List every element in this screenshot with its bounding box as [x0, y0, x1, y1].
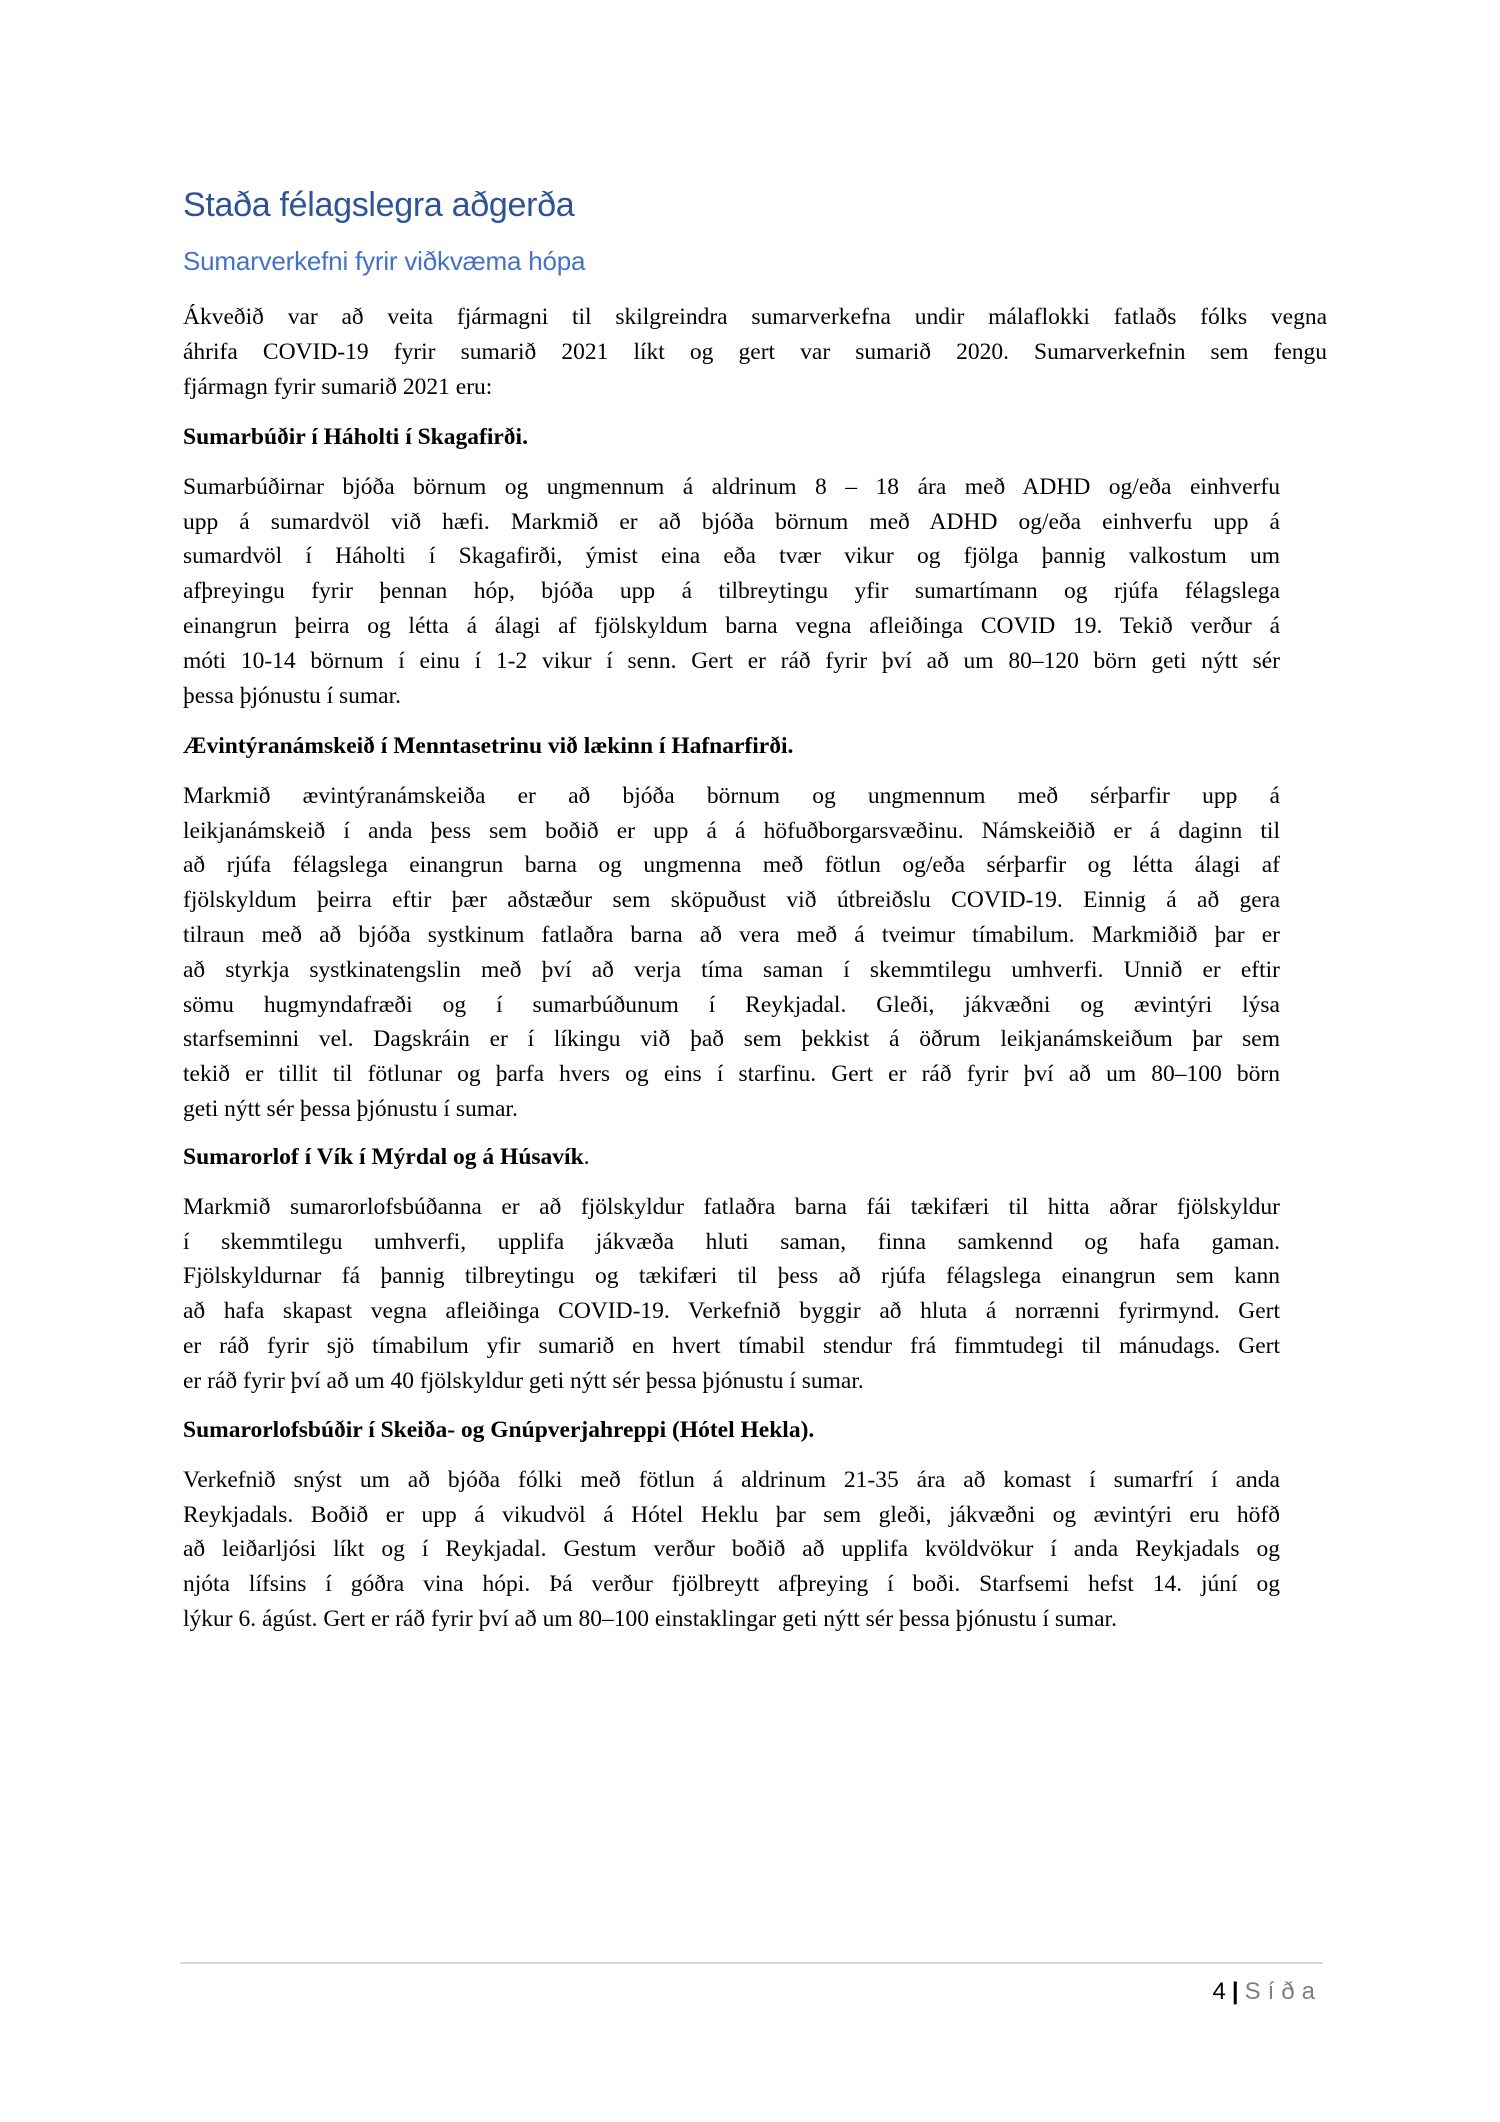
section-heading	[183, 420, 1280, 455]
paragraph-line: í skemmtilegu umhverfi, upplifa jákvæða hluti saman, finna samkennd og hafa gaman.	[183, 1228, 1280, 1255]
section-heading-text: Sumarbúðir í Háholti í Skagafirði.	[183, 424, 528, 450]
paragraph-line: móti 10-14 börnum í einu í 1-2 vikur í senn. Gert er ráð fyrir því að um 80–120 börn geti nýtt sér	[183, 647, 1280, 674]
page-footer	[1213, 1978, 1322, 2006]
paragraph-line: Markmið ævintýranámskeiða er að bjóða börnum og ungmennum með sérþarfir upp á	[183, 782, 1280, 809]
paragraph-line: upp á sumardvöl við hæfi. Markmið er að bjóða börnum með ADHD og/eða einhverfu upp á	[183, 508, 1280, 535]
paragraph-line: leikjanámskeið í anda þess sem boðið er upp á á höfuðborgarsvæðinu. Námskeiðið er á daginn til	[183, 817, 1280, 844]
paragraph-line: Verkefnið snýst um að bjóða fólki með fötlun á aldrinum 21-35 ára að komast í sumarfrí í anda	[183, 1466, 1280, 1493]
section-heading	[183, 729, 1280, 764]
paragraph-line: þessa þjónustu í sumar.	[183, 682, 402, 709]
paragraph-line: lýkur 6. ágúst. Gert er ráð fyrir því að um 80–100 einstaklingar geti nýtt sér þessa þjónustu í sumar.	[183, 1605, 1117, 1632]
section-haholti	[183, 420, 1280, 713]
footer-separator: |	[1231, 1978, 1239, 2005]
section-subtitle: Sumarverkefni fyrir viðkvæma hópa	[183, 246, 586, 276]
paragraph-line: starfseminni vel. Dagskráin er í líkingu við það sem þekkist á öðrum leikjanámskeiðum þar sem	[183, 1026, 1280, 1053]
paragraph-line: að leiðarljósi líkt og í Reykjadal. Gestum verður boðið að upplifa kvöldvökur í anda Reykjadals og	[183, 1536, 1280, 1563]
intro-paragraph	[183, 300, 1327, 404]
section-heading-text: Sumarorlof í Vík í Mýrdal og á Húsavík	[183, 1144, 584, 1170]
paragraph-line: sumardvöl í Háholti í Skagafirði, ýmist eina eða tvær vikur og fjölga þannig valkostum um	[183, 543, 1280, 570]
section-sumarorlof	[183, 1140, 1280, 1399]
paragraph-line: að rjúfa félagslega einangrun barna og ungmenna með fötlun og/eða sérþarfir og létta álagi af	[183, 852, 1280, 879]
section-heading	[183, 1413, 1280, 1448]
paragraph-line: að hafa skapast vegna afleiðinga COVID-19. Verkefnið byggir að hluta á norrænni fyrirmynd. Gert	[183, 1298, 1280, 1325]
footer-divider	[180, 1962, 1323, 1964]
section-paragraph	[183, 1463, 1280, 1637]
section-paragraph	[183, 470, 1280, 714]
section-heading	[183, 1140, 1280, 1175]
paragraph-line: fjölskyldum þeirra eftir þær aðstæður sem sköpuðust við útbreiðslu COVID-19. Einnig á að gera	[183, 887, 1280, 914]
section-heading-text: Sumarorlofsbúðir í Skeiða- og Gnúpverjahreppi (Hótel Hekla).	[183, 1417, 815, 1443]
paragraph-line: afþreyingu fyrir þennan hóp, bjóða upp á tilbreytingu yfir sumartímann og rjúfa félagslega	[183, 578, 1280, 605]
page-number: 4	[1212, 1978, 1226, 2005]
page-title: Staða félagslegra aðgerða	[183, 186, 575, 224]
section-paragraph	[183, 779, 1280, 1127]
paragraph-line: Ákveðið var að veita fjármagni til skilgreindra sumarverkefna undir málaflokki fatlaðs fólks vegna	[183, 304, 1327, 330]
section-heading-text: Ævintýranámskeið í Menntasetrinu við lækinn í Hafnarfirði.	[183, 733, 794, 759]
paragraph-line: Markmið sumarorlofsbúðanna er að fjölskyldur fatlaðra barna fái tækifæri til hitta aðrar fjölskyldur	[183, 1193, 1280, 1220]
section-paragraph	[183, 1190, 1280, 1399]
paragraph-line: tekið er tillit til fötlunar og þarfa hvers og eins í starfinu. Gert er ráð fyrir því að um 80–100 börn	[183, 1061, 1280, 1088]
section-heading-suffix: .	[583, 1144, 590, 1170]
paragraph-line: sömu hugmyndafræði og í sumarbúðunum í Reykjadal. Gleði, jákvæðni og ævintýri lýsa	[183, 991, 1280, 1018]
paragraph-line: áhrifa COVID-19 fyrir sumarið 2021 líkt og gert var sumarið 2020. Sumarverkefnin sem fengu	[183, 338, 1327, 365]
paragraph-line: Sumarbúðirnar bjóða börnum og ungmennum á aldrinum 8 – 18 ára með ADHD og/eða einhverfu	[183, 473, 1280, 500]
paragraph-line: Fjölskyldurnar fá þannig tilbreytingu og tækifæri til þess að rjúfa félagslega einangrun sem kann	[183, 1263, 1280, 1290]
paragraph-line: Reykjadals. Boðið er upp á vikudvöl á Hótel Heklu þar sem gleði, jákvæðni og ævintýri eru höfð	[183, 1501, 1280, 1528]
section-hotel-hekla	[183, 1413, 1280, 1637]
paragraph-line: einangrun þeirra og létta á álagi af fjölskyldum barna vegna afleiðinga COVID 19. Tekið verður á	[183, 612, 1280, 639]
paragraph-line: er ráð fyrir sjö tímabilum yfir sumarið en hvert tímabil stendur frá fimmtudegi til mánudags. Gert	[183, 1332, 1280, 1359]
section-aevintyranamskeid	[183, 729, 1280, 1127]
paragraph-line: er ráð fyrir því að um 40 fjölskyldur geti nýtt sér þessa þjónustu í sumar.	[183, 1367, 864, 1394]
paragraph-line: fjármagn fyrir sumarið 2021 eru:	[183, 373, 493, 400]
paragraph-line: tilraun með að bjóða systkinum fatlaðra barna að vera með á tveimur tímabilum. Markmiðið þar er	[183, 921, 1280, 948]
paragraph-line: geti nýtt sér þessa þjónustu í sumar.	[183, 1095, 518, 1122]
page-label: Síða	[1244, 1978, 1322, 2005]
paragraph-line: að styrkja systkinatengslin með því að verja tíma saman í skemmtilegu umhverfi. Unnið er eftir	[183, 956, 1280, 983]
paragraph-line: njóta lífsins í góðra vina hópi. Þá verður fjölbreytt afþreying í boði. Starfsemi hefst 14. júní og	[183, 1571, 1280, 1598]
